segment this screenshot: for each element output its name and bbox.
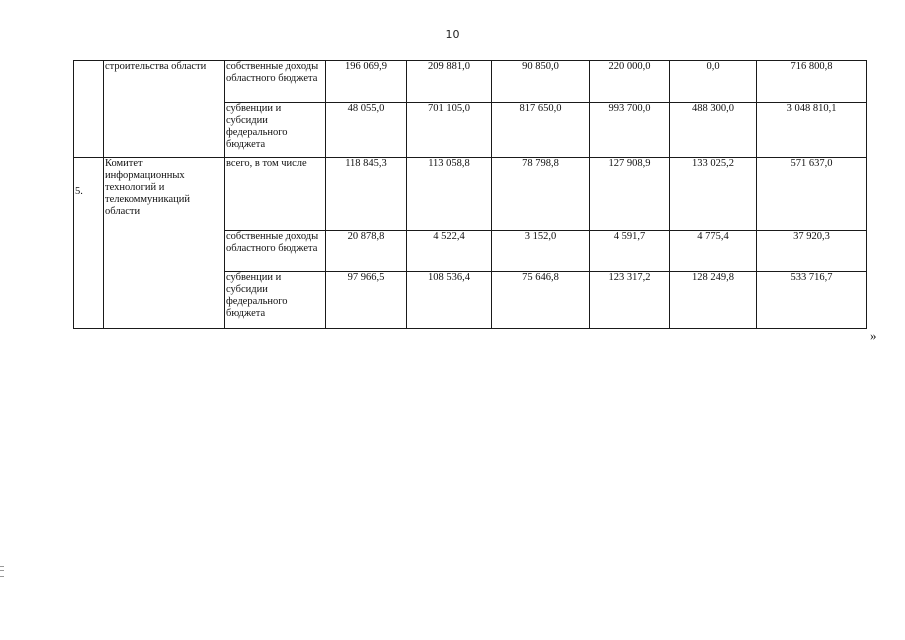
value-cell: 488 300,0 <box>670 103 757 158</box>
total-value-cell: 533 716,7 <box>757 272 867 329</box>
value-cell: 133 025,2 <box>670 158 757 231</box>
value-cell: 118 845,3 <box>326 158 407 231</box>
value-cell: 0,0 <box>670 61 757 103</box>
table-row <box>74 61 867 103</box>
row-index-cell: 5. <box>74 158 104 329</box>
value-cell: 123 317,2 <box>590 272 670 329</box>
value-cell: 817 650,0 <box>492 103 590 158</box>
margin-scan-mark <box>0 566 4 577</box>
value-cell: 97 966,5 <box>326 272 407 329</box>
organization-name-cell: Комитет информационных технологий и телекоммуникаций области <box>104 158 225 329</box>
value-cell: 701 105,0 <box>407 103 492 158</box>
total-value-cell: 571 637,0 <box>757 158 867 231</box>
value-cell: 20 878,8 <box>326 231 407 272</box>
value-cell: 48 055,0 <box>326 103 407 158</box>
value-cell: 75 646,8 <box>492 272 590 329</box>
value-cell: 220 000,0 <box>590 61 670 103</box>
value-cell: 196 069,9 <box>326 61 407 103</box>
row-index-cell <box>74 61 104 158</box>
value-cell: 108 536,4 <box>407 272 492 329</box>
value-cell: 3 152,0 <box>492 231 590 272</box>
value-cell: 78 798,8 <box>492 158 590 231</box>
organization-name-cell: строительства области <box>104 61 225 158</box>
total-value-cell: 37 920,3 <box>757 231 867 272</box>
funding-source-cell: собственные доходы областного бюджета <box>225 61 326 103</box>
funding-source-cell: субвенции и субсидии федерального бюджета <box>225 272 326 329</box>
value-cell: 128 249,8 <box>670 272 757 329</box>
value-cell: 127 908,9 <box>590 158 670 231</box>
value-cell: 90 850,0 <box>492 61 590 103</box>
value-cell: 4 775,4 <box>670 231 757 272</box>
value-cell: 4 522,4 <box>407 231 492 272</box>
value-cell: 993 700,0 <box>590 103 670 158</box>
funding-source-cell: субвенции и субсидии федерального бюджета <box>225 103 326 158</box>
budget-table <box>73 60 867 329</box>
funding-source-cell: собственные доходы областного бюджета <box>225 231 326 272</box>
total-value-cell: 3 048 810,1 <box>757 103 867 158</box>
funding-source-cell: всего, в том числе <box>225 158 326 231</box>
value-cell: 113 058,8 <box>407 158 492 231</box>
page-number: 10 <box>445 28 460 41</box>
closing-quote-mark: » <box>870 328 877 343</box>
value-cell: 4 591,7 <box>590 231 670 272</box>
value-cell: 209 881,0 <box>407 61 492 103</box>
table-row <box>74 158 867 231</box>
total-value-cell: 716 800,8 <box>757 61 867 103</box>
